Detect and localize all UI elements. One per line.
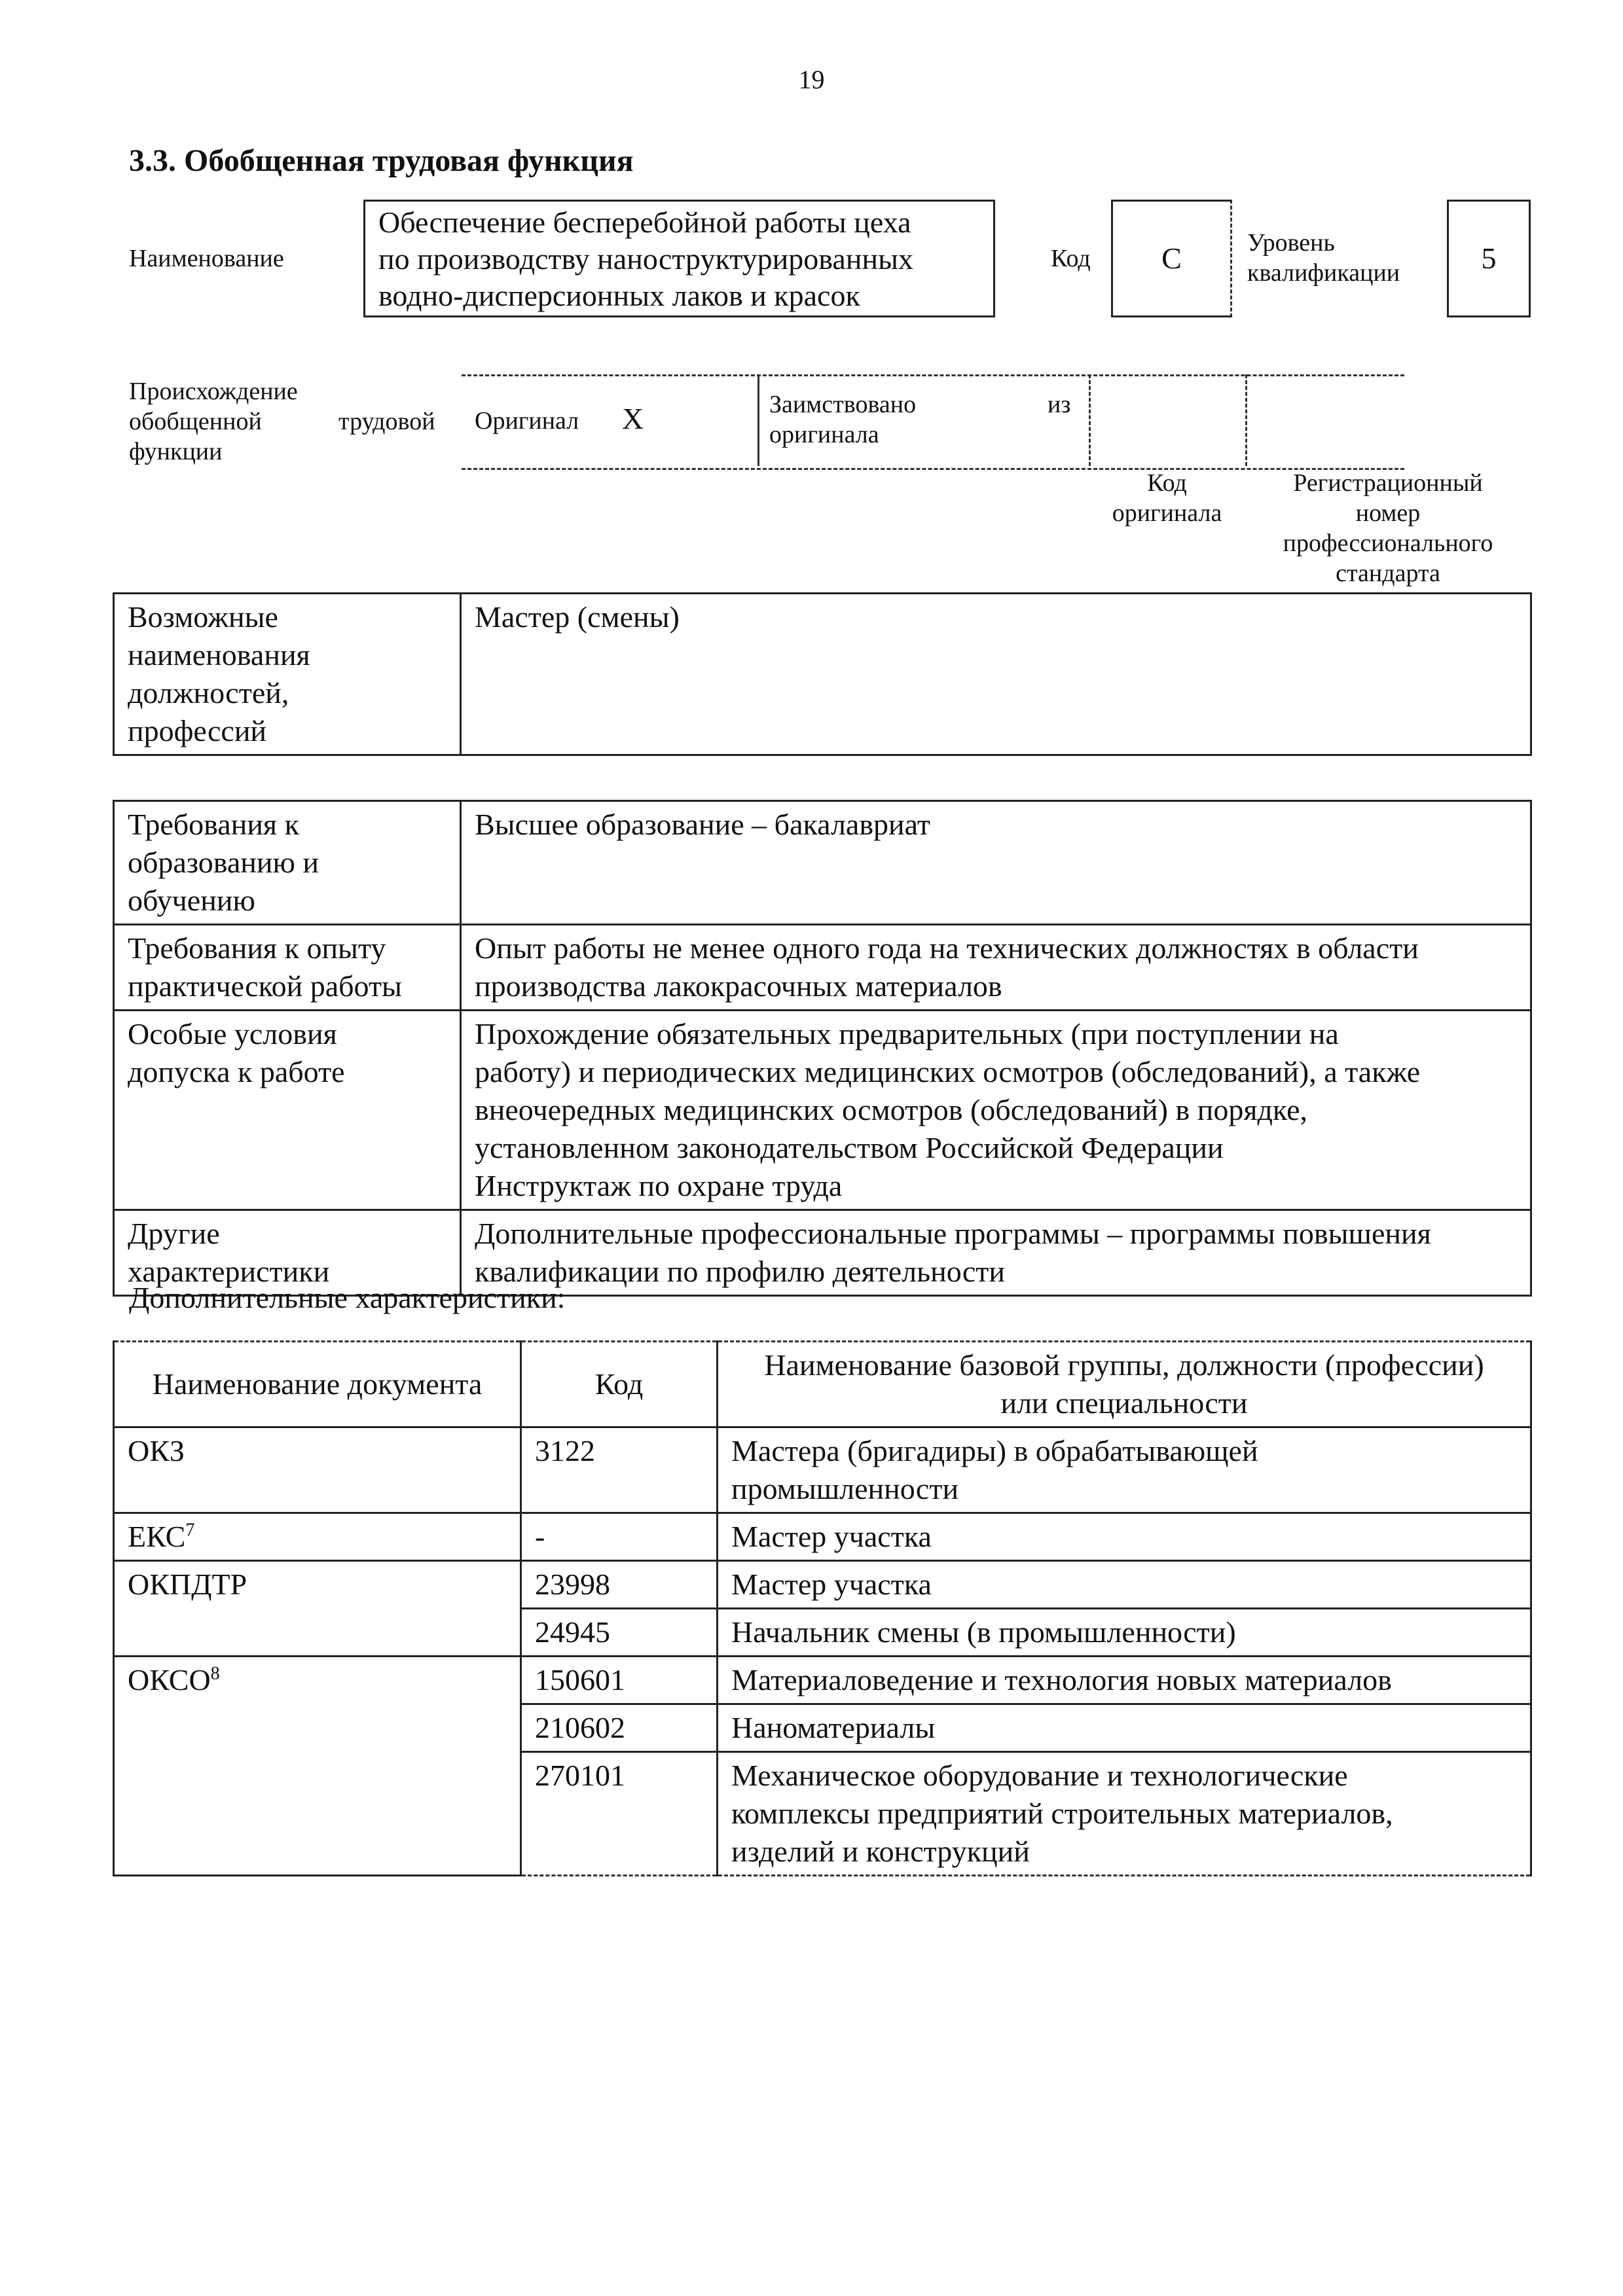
- label-line: допуска к работе: [128, 1055, 345, 1088]
- row-name-line: изделий и конструкций: [731, 1835, 1030, 1868]
- row-name-line: комплексы предприятий строительных материалов,: [731, 1797, 1393, 1830]
- row-name-line: Мастера (бригадиры) в обрабатывающей: [731, 1434, 1258, 1467]
- row-code-text: 150601: [535, 1663, 625, 1696]
- caption-line: Код: [1147, 469, 1187, 497]
- row-name-line: Механическое оборудование и технологические: [731, 1759, 1348, 1792]
- function-name-line: Обеспечение бесперебойной работы цеха: [378, 206, 911, 239]
- positions-label: [114, 594, 461, 755]
- value-line: Высшее образование – бакалавриат: [475, 808, 930, 841]
- row-code-text: 210602: [535, 1711, 625, 1744]
- borrowed-line: оригинала: [769, 421, 879, 448]
- req-label: [114, 1011, 461, 1210]
- value-line: Дополнительные профессиональные программы – программы повышения: [475, 1217, 1431, 1250]
- positions-value: [461, 594, 1531, 755]
- function-name-box: [363, 200, 995, 317]
- row-doc: [114, 1657, 521, 1876]
- row-code: [521, 1657, 718, 1704]
- origin-label-line: обобщенной: [129, 408, 262, 435]
- row-code-text: 270101: [535, 1759, 625, 1792]
- row-name-line: Начальник смены (в промышленности): [731, 1615, 1236, 1649]
- label-line: Особые условия: [128, 1017, 337, 1050]
- row-code-text: 3122: [535, 1434, 595, 1467]
- value-line: работу) и периодических медицинских осмотров (обследований), а также: [475, 1055, 1421, 1088]
- level-label-line: квалификации: [1247, 259, 1400, 287]
- label-line: практической работы: [128, 969, 402, 1003]
- row-doc: [114, 1561, 521, 1657]
- level-value-box: [1447, 200, 1531, 317]
- row-doc-text: ОКЗ: [128, 1434, 185, 1467]
- caption-line: номер: [1355, 499, 1421, 527]
- additional-table: [113, 1340, 1532, 1876]
- caption-line: стандарта: [1336, 560, 1440, 587]
- origin-label-line: функции: [129, 438, 223, 465]
- requirements-table: [113, 800, 1532, 1297]
- row-code: [521, 1561, 718, 1609]
- page-number: 19: [798, 65, 825, 94]
- level-label-line: Уровень: [1247, 229, 1335, 257]
- additional-title: Дополнительные характеристики:: [129, 1281, 566, 1314]
- function-name-line: по производству наноструктурированных: [378, 242, 913, 276]
- label-line: должностей,: [128, 676, 289, 709]
- value-line: внеочередных медицинских осмотров (обследований) в порядке,: [475, 1093, 1308, 1126]
- row-name-line: Наноматериалы: [731, 1711, 936, 1744]
- label-line: характеристики: [128, 1255, 330, 1288]
- row-doc: [114, 1513, 521, 1561]
- borrowed-from: из: [1048, 391, 1071, 418]
- row-name-line: промышленности: [731, 1472, 959, 1505]
- row-code-text: 24945: [535, 1615, 610, 1649]
- original-label: Оригинал: [475, 407, 579, 435]
- row-name: [718, 1513, 1531, 1561]
- level-value: 5: [1481, 242, 1497, 275]
- row-name: [718, 1657, 1531, 1704]
- req-label: [114, 801, 461, 925]
- row-name-line: Мастер участка: [731, 1520, 932, 1553]
- positions-table: [113, 592, 1532, 756]
- header-doc: [114, 1342, 521, 1427]
- header-code-text: Код: [594, 1367, 644, 1401]
- value-line: производства лакокрасочных материалов: [475, 969, 1002, 1003]
- origin-divider-2: [1089, 374, 1091, 466]
- origin-row: [462, 374, 1404, 470]
- borrowed-line: Заимствовано: [769, 391, 917, 418]
- header-code: [521, 1342, 718, 1427]
- caption-line: профессионального: [1283, 529, 1493, 557]
- label-line: Другие: [128, 1217, 220, 1250]
- label-line: профессий: [128, 714, 267, 747]
- header-name-line: Наименование базовой группы, должности (профессии): [764, 1348, 1484, 1382]
- original-mark: Х: [622, 402, 644, 435]
- function-name-line: водно-дисперсионных лаков и красок: [378, 279, 860, 312]
- footnote-mark: 8: [210, 1663, 220, 1684]
- row-name-line: Мастер участка: [731, 1568, 932, 1601]
- caption-line: Регистрационный: [1293, 469, 1483, 497]
- row-code: [521, 1513, 718, 1561]
- origin-divider: [757, 374, 759, 466]
- row-name: [718, 1609, 1531, 1657]
- value-line: Прохождение обязательных предварительных (при поступлении на: [475, 1017, 1339, 1050]
- label-line: наименования: [128, 638, 310, 672]
- code-label: Код: [1051, 245, 1091, 272]
- row-code: [521, 1752, 718, 1876]
- row-name-line: Материаловедение и технология новых материалов: [731, 1663, 1392, 1696]
- name-label: Наименование: [129, 245, 284, 272]
- row-name: [718, 1752, 1531, 1876]
- label-line: Возможные: [128, 600, 278, 634]
- origin-label: [129, 376, 456, 467]
- code-value-box: [1111, 200, 1232, 317]
- label-line: обучению: [128, 884, 255, 917]
- row-code: [521, 1427, 718, 1513]
- positions-value-text: Мастер (смены): [475, 600, 680, 634]
- req-value: [461, 1011, 1531, 1210]
- req-value: [461, 925, 1531, 1011]
- row-name: [718, 1704, 1531, 1752]
- code-value: С: [1161, 242, 1182, 275]
- row-doc-text: ОКСО: [128, 1663, 211, 1696]
- origin-divider-3: [1245, 374, 1247, 466]
- caption-line: оригинала: [1112, 499, 1222, 527]
- table-row: [114, 1427, 1531, 1513]
- table-row: [114, 1513, 1531, 1561]
- req-label: [114, 925, 461, 1011]
- borrowed-label: [769, 389, 916, 450]
- row-doc-text: ЕКС: [128, 1520, 186, 1553]
- code-original-caption: [1087, 468, 1247, 528]
- row-code: [521, 1609, 718, 1657]
- header-name-line: или специальности: [1000, 1386, 1248, 1420]
- reg-number-caption: [1250, 468, 1525, 588]
- label-line: образованию и: [128, 846, 319, 879]
- row-code-text: 23998: [535, 1568, 610, 1601]
- footnote-mark: 7: [185, 1520, 195, 1541]
- row-name: [718, 1561, 1531, 1609]
- req-value: [461, 1210, 1531, 1296]
- row-doc: [114, 1427, 521, 1513]
- value-line: Инструктаж по охране труда: [475, 1169, 843, 1202]
- header-name: [718, 1342, 1531, 1427]
- row-name: [718, 1427, 1531, 1513]
- origin-label-line: Происхождение: [129, 378, 298, 405]
- table-row: [114, 1561, 1531, 1609]
- table-row: [114, 1657, 1531, 1704]
- label-line: Требования к опыту: [128, 931, 386, 965]
- section-title: 3.3. Обобщенная трудовая функция: [129, 143, 634, 178]
- row-code: [521, 1704, 718, 1752]
- row-code-text: -: [535, 1520, 545, 1553]
- label-line: Требования к: [128, 808, 299, 841]
- value-line: квалификации по профилю деятельности: [475, 1255, 1006, 1288]
- row-doc-text: ОКПДТР: [128, 1568, 247, 1601]
- req-value: [461, 801, 1531, 925]
- origin-label-word: трудовой: [338, 408, 435, 435]
- value-line: установленном законодательством Российской Федерации: [475, 1131, 1224, 1164]
- header-doc-text: Наименование документа: [152, 1367, 483, 1401]
- value-line: Опыт работы не менее одного года на технических должностях в области: [475, 931, 1419, 965]
- level-label: [1247, 228, 1400, 288]
